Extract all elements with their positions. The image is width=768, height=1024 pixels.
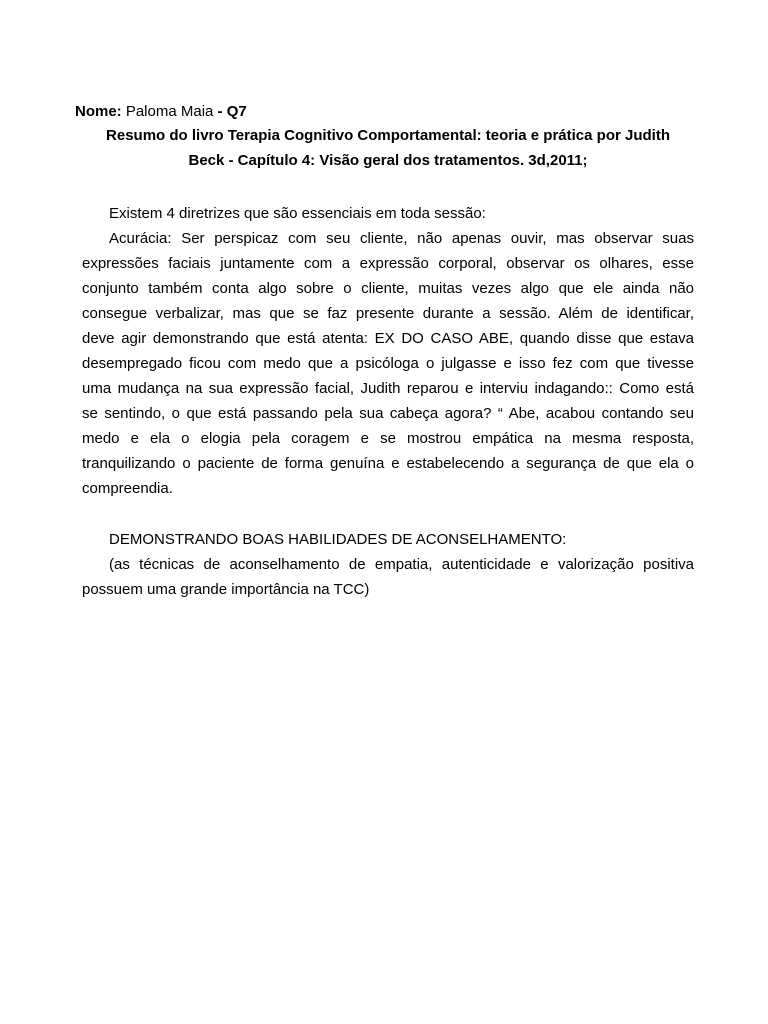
- name-label: Nome:: [75, 103, 122, 120]
- paragraph-line: uma mudança na sua expressão facial, Judith reparou e interviu indagando:: Como está: [82, 380, 694, 397]
- author-line: [75, 102, 247, 122]
- section-heading: DEMONSTRANDO BOAS HABILIDADES DE ACONSELHAMENTO:: [109, 531, 567, 548]
- question-tag: - Q7: [217, 103, 247, 120]
- paragraph-line: compreendia.: [82, 480, 173, 497]
- paragraph-line: se sentindo, o que está passando pela sua cabeça agora? “ Abe, acabou contando seu: [82, 405, 694, 422]
- paragraph-line: desempregado ficou com medo que a psicóloga o julgasse e isso fez com que tivesse: [82, 355, 694, 372]
- document-title-line-1: Resumo do livro Terapia Cognitivo Comportamental: teoria e prática por Judith: [106, 127, 670, 144]
- paragraph-line: (as técnicas de aconselhamento de empatia, autenticidade e valorização positiva: [109, 556, 694, 573]
- paragraph-line: conjunto também conta algo sobre o cliente, muitas vezes algo que ele ainda não: [82, 280, 694, 297]
- paragraph-line: tranquilizando o paciente de forma genuína e estabelecendo a segurança de que ela o: [82, 455, 694, 472]
- document-title-line-2: Beck - Capítulo 4: Visão geral dos tratamentos. 3d,2011;: [188, 152, 588, 169]
- author-name: Paloma Maia: [121, 103, 218, 120]
- paragraph-line: medo e ela o elogia pela coragem e se mostrou empática na mesma resposta,: [82, 430, 694, 447]
- paragraph-line: possuem uma grande importância na TCC): [82, 581, 370, 598]
- paragraph-line: Acurácia: Ser perspicaz com seu cliente, não apenas ouvir, mas observar suas: [109, 230, 694, 247]
- intro-line: Existem 4 diretrizes que são essenciais em toda sessão:: [109, 205, 486, 222]
- paragraph-line: deve agir demonstrando que está atenta: EX DO CASO ABE, quando disse que estava: [82, 330, 694, 347]
- paragraph-line: consegue verbalizar, mas que se faz presente durante a sessão. Além de identificar,: [82, 305, 694, 322]
- paragraph-line: expressões faciais juntamente com a expressão corporal, observar os olhares, esse: [82, 255, 694, 272]
